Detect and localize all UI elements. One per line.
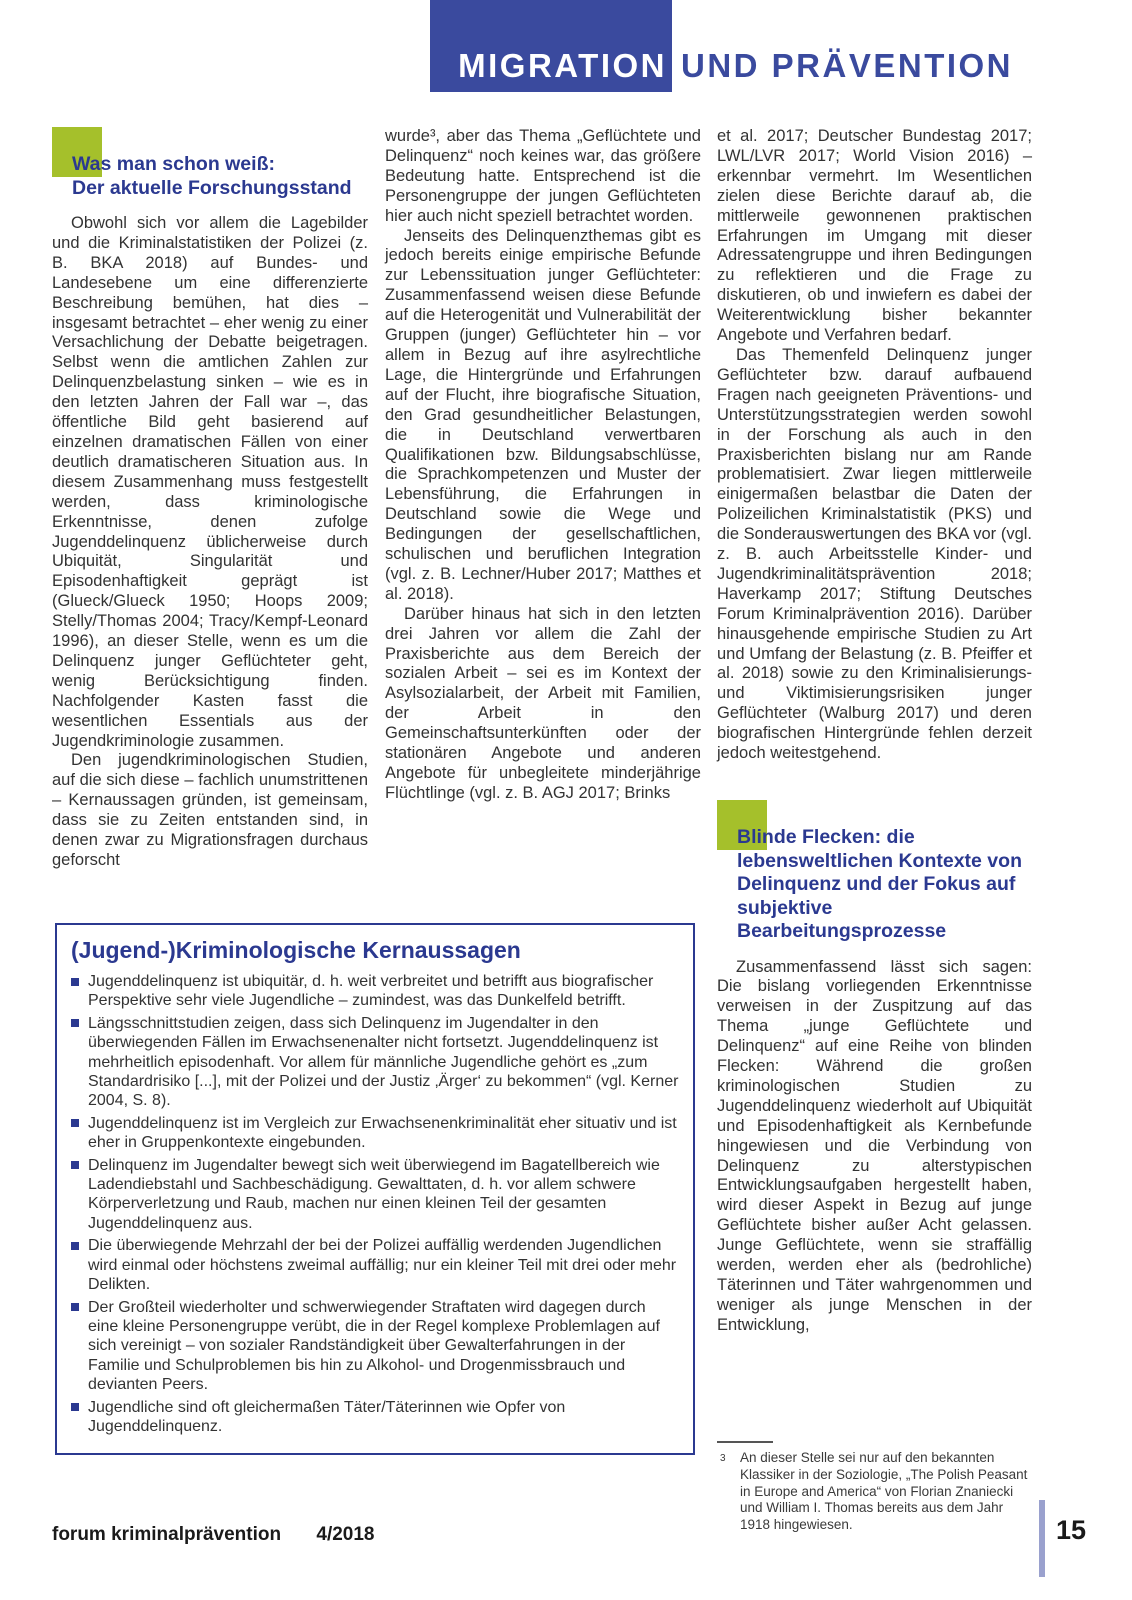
page-topic-title-highlight: MIGRATION [458, 46, 667, 84]
footer [52, 1524, 375, 1546]
footnote-text: An dieser Stelle sei nur auf den bekannten Klassiker in der Soziologie, „The Polish Peasant in Europe and America“ von Florian Znaniecki und William I. Thomas bereits aus dem Jahr 1918 hingewiesen. [740, 1450, 1028, 1533]
bullet-item: Jugenddelinquenz ist ubiquitär, d. h. weit verbreitet und betrifft aus biografischer Perspektive sehr viele Jugendliche – zumindest, was das Dunkelfeld betrifft. [71, 972, 679, 1011]
body-paragraph: Darüber hinaus hat sich in den letzten drei Jahren vor allem die Zahl der Praxisberichte aus dem Bereich der sozialen Arbeit – sei es im Kontext der Asylsozialarbeit, der Arbeit mit Familien, der Arbeit in den Gemeinschaftsunterkünften oder der stationären Angebote und anderen Angebote für unbegleitete minderjährige Flüchtlinge (vgl. z. B. AGJ 2017; Brinks [385, 604, 701, 802]
body-paragraph: Den jugendkriminologischen Studien, auf die sich diese – fachlich unumstrittenen – Kernaussagen gründen, ist gemeinsam, dass sie zu Zeiten entstanden sind, in denen zwar zu Migrationsfragen durchaus geforscht [52, 751, 368, 869]
section-heading-forschungsstand [52, 127, 368, 200]
bullet-item: Jugenddelinquenz ist im Vergleich zur Erwachsenenkriminalität eher situativ und ist eher in Gruppenkontexte eingebunden. [71, 1114, 679, 1153]
bullet-item: Längsschnittstudien zeigen, dass sich Delinquenz im Jugendalter in den überwiegenden Fällen im Erwachsenenalter nicht fortsetzt. Jugenddelinquenz ist mehrheitlich episodenhaft. Vor allem für männliche Jugendliche gehört es „zum Standardrisiko [...], mit der Polizei und der Justiz ‚Ärger‘ zu bekommen“ (vgl. Kerner 2004, S. 8). [71, 1014, 679, 1111]
page-number-bar [1039, 1500, 1045, 1577]
footnote-body [717, 1450, 1033, 1534]
journal-name: forum kriminalprävention [52, 1524, 282, 1545]
footnote-rule [717, 1441, 773, 1443]
text-column-1 [52, 127, 368, 871]
bullet-item: Der Großteil wiederholter und schwerwiegender Straftaten wird dagegen durch eine kleine Personengruppe verübt, die in der Regel komplexe Problemlagen auf sich vereinigt – von sozialer Randständigkeit über Gewalterfahrungen in der Familie und Schulproblemen bis hin zu Alkohol- und Drogenmissbrauch und devianten Peers. [71, 1298, 679, 1395]
page-topic-title-rest: UND PRÄVENTION [681, 47, 1014, 84]
text-column-2 [385, 127, 701, 804]
kernaussagen-box [55, 923, 695, 1455]
section-heading-text: Blinde Flecken: die lebensweltlichen Kontexte von Delinquenz und der Fokus auf subjektive Bearbeitungsprozesse [737, 826, 1022, 942]
section-heading-text [72, 153, 368, 200]
heading-line: Was man schon weiß: [72, 153, 275, 175]
box-bullet-list [71, 972, 679, 1436]
bullet-item: Jugendliche sind oft gleichermaßen Täter/Täterinnen wie Opfer von Jugenddelinquenz. [71, 1398, 679, 1437]
footnote-marker: 3 [720, 1453, 726, 1464]
header-highlight-box [430, 0, 672, 92]
heading-line: Der aktuelle Forschungsstand [72, 176, 352, 199]
bullet-item: Die überwiegende Mehrzahl der bei der Polizei auffällig werdenden Jugendlichen wird einmal oder höchstens zweimal auffällig; nur ein kleiner Teil mit drei oder mehr Delikten. [71, 1236, 679, 1294]
page-number: 15 [1056, 1515, 1087, 1545]
body-paragraph: Obwohl sich vor allem die Lagebilder und die Kriminalstatistiken der Polizei (z. B. BKA 2018) auf Bundes- und Landesebene um eine differenzierte Beschreibung bemühen, hat dies – insgesamt betrachtet – eher wenig zu einer Versachlichung der Debatte beigetragen. Selbst wenn die amtlichen Zahlen zur Delinquenzbelastung sinken – wie es in den letzten Jahren der Fall war –, das öffentliche Bild geht basierend auf einzelnen dramatischen Fällen von einer deutlich dramatischeren Situation aus. In diesem Zusammenhang muss festgestellt werden, dass kriminologische Erkenntnisse, denen zufolge Jugenddelinquenz üblicherweise durch Ubiquität, Singularität und Episodenhaftigkeit geprägt ist (Glueck/Glueck 1950; Hoops 2009; Stelly/Thomas 2004; Tracy/Kempf-Leonard 1996), an dieser Stelle, wenn es um die Delinquenz junger Geflüchteter geht, wenig Berücksichtigung finden. Nachfolgender Kasten fasst die wesentlichen Essentials aus der Jugendkriminologie zusammen. [52, 214, 368, 750]
body-paragraph: et al. 2017; Deutscher Bundestag 2017; LWL/LVR 2017; World Vision 2016) – erkennbar vermehrt. Im Wesentlichen zielen diese Berichte darauf ab, die mittlerweile gewonnenen praktischen Erfahrungen im Umgang mit dieser Adressatengruppe und ihren Bedingungen zu reflektieren und die Frage zu diskutieren, ob und inwiefern es dabei der Weiterentwicklung bisher bekannter Angebote und Verfahren bedarf. [717, 127, 1032, 345]
footnote [717, 1441, 1033, 1534]
body-paragraph: wurde³, aber das Thema „Geflüchtete und Delinquenz“ noch keines war, das größere Bedeutung hatte. Entsprechend ist die Personengruppe der jungen Geflüchteten hier auch nicht speziell betrachtet worden. [385, 127, 701, 225]
body-paragraph: Zusammenfassend lässt sich sagen: Die bislang vorliegenden Erkenntnisse verweisen in der Zuspitzung auf das Thema „junge Geflüchtete und Delinquenz“ auf eine Reihe von blinden Flecken: Während die großen kriminologischen Studien zu Jugenddelinquenz wiederholt auf Ubiquität und Episodenhaftigkeit als Kernbefunde hingewiesen und die Verbindung von Delinquenz zu alterstypischen Entwicklungsaufgaben hergestellt haben, wird dieser Aspekt in Bezug auf junge Geflüchtete bisher außer Acht gelassen. Junge Geflüchtete, wenn sie straffällig werden, werden eher als (bedrohliche) Täterinnen und Täter wahrgenommen und weniger als junge Menschen in der Entwicklung, [717, 957, 1032, 1334]
box-title: (Jugend-)Kriminologische Kernaussagen [71, 937, 521, 963]
body-paragraph: Jenseits des Delinquenzthemas gibt es jedoch bereits einige empirische Befunde zur Lebenssituation junger Geflüchteter: Zusammenfassend weisen diese Befunde auf die Heterogenität und Vulnerabilität der Gruppen (junger) Geflüchteter hin – vor allem in Bezug auf ihre asylrechtliche Lage, die Hintergründe und Erfahrungen auf der Flucht, ihre biografische Situation, den Grad gesundheitlicher Belastungen, die in Deutschland verwertbaren Qualifikationen bzw. Bildungsabschlüsse, die Sprachkompetenzen und Muster der Lebensführung, die Erfahrungen in Deutschland sowie die Wege und Bedingungen der gesellschaftlichen, schulischen und beruflichen Integration (vgl. z. B. Lechner/Huber 2017; Matthes et al. 2018). [385, 226, 701, 603]
body-paragraph: Das Themenfeld Delinquenz junger Geflüchteter bzw. darauf aufbauend Fragen nach geeigneten Präventions- und Unterstützungsstrategien werden sowohl in der Forschung als auch in den Praxisberichten bislang nur am Rande problematisiert. Zwar liegen mittlerweile einigermaßen belastbar die Daten der Polizeilichen Kriminalstatistik (PKS) und die Sonderauswertungen des BKA vor (vgl. z. B. auch Arbeitsstelle Kinder- und Jugendkriminalitätsprävention 2018; Haverkamp 2017; Stiftung Deutsches Forum Kriminalprävention 2016). Darüber hinausgehende empirische Studien zu Art und Umfang der Belastung (z. B. Pfeiffer et al. 2018) sowie zu den Kriminalisierungs- und Viktimisierungsrisiken junger Geflüchteter (Walburg 2017) und deren biografischen Hintergründe fehlen derzeit jedoch weitestgehend. [717, 345, 1032, 763]
issue-number: 4/2018 [316, 1524, 375, 1545]
bullet-item: Delinquenz im Jugendalter bewegt sich weit überwiegend im Bagatellbereich wie Ladendiebstahl und Sachbeschädigung. Gewalttaten, d. h. vor allem schwere Körperverletzung und Raub, machen nur einen kleinen Teil der gesamten Jugenddelinquenz aus. [71, 1156, 679, 1234]
section-heading-blinde-flecken [717, 800, 1032, 944]
text-column-3 [717, 127, 1032, 1336]
